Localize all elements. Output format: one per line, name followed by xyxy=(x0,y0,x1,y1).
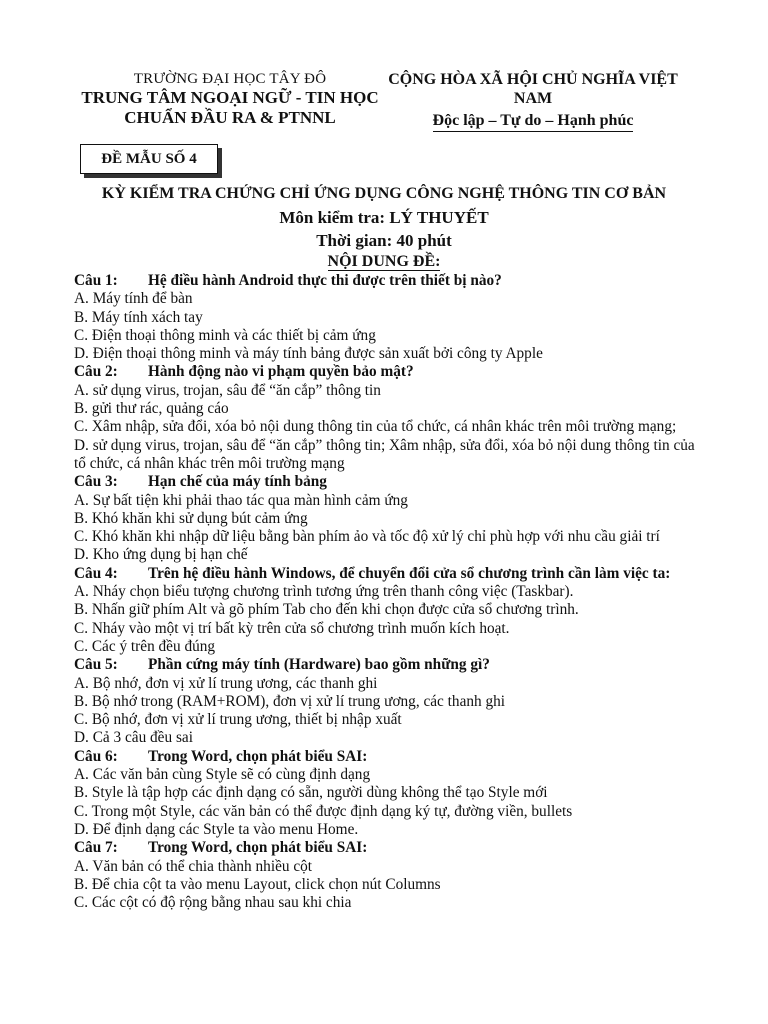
question-heading xyxy=(74,272,704,290)
answer-option: B. Để chia cột ta vào menu Layout, click chọn nút Columns xyxy=(74,875,441,893)
answer-option: D. Để định dạng các Style ta vào menu Home. xyxy=(74,820,359,838)
question-heading xyxy=(74,748,704,766)
question-number: Câu 7: xyxy=(74,839,118,857)
question-block xyxy=(74,748,704,839)
answer-option: B. Style là tập hợp các định dạng có sẵn, người dùng không thể tạo Style mới xyxy=(74,784,548,802)
question-text: Phần cứng máy tính (Hardware) bao gồm những gì? xyxy=(148,656,490,674)
question-heading xyxy=(74,565,704,583)
university-name: TRƯỜNG ĐẠI HỌC TÂY ĐÔ xyxy=(133,71,327,87)
question-number: Câu 4: xyxy=(74,564,118,582)
answer-option: A. Văn bản có thể chia thành nhiều cột xyxy=(74,857,313,875)
question-text: Hành động nào vi phạm quyền bảo mật? xyxy=(148,363,414,381)
answer-option: B. Máy tính xách tay xyxy=(74,308,203,326)
answer-option: C. Bộ nhớ, đơn vị xử lí trung ương, thiết bị nhập xuất xyxy=(74,711,402,729)
answer-option: C. Xâm nhập, sửa đổi, xóa bỏ nội dung thông tin của tổ chức, cá nhân khác trên môi trường mạng; xyxy=(74,418,677,436)
question-block xyxy=(74,363,704,473)
question-text: Trong Word, chọn phát biểu SAI: xyxy=(148,747,368,765)
question-text: Trên hệ điều hành Windows, để chuyển đổi cửa sổ chương trình cần làm việc ta: xyxy=(148,564,671,582)
answer-option: C. Các cột có độ rộng bằng nhau sau khi chia xyxy=(74,894,352,912)
answer-option: A. Các văn bản cùng Style sẽ có cùng định dạng xyxy=(74,766,371,784)
question-block xyxy=(74,565,704,656)
department-name: CHUẨN ĐẦU RA & PTNNL xyxy=(124,108,336,127)
question-block xyxy=(74,656,704,747)
national-header xyxy=(368,70,698,132)
question-list xyxy=(74,272,704,912)
country-name: CỘNG HÒA XÃ HỘI CHỦ NGHĨA VIỆT NAM xyxy=(388,71,678,107)
exam-duration: Thời gian: 40 phút xyxy=(316,231,452,250)
answer-option: D. Cả 3 câu đều sai xyxy=(74,729,193,747)
answer-option: D. sử dụng virus, trojan, sâu để “ăn cắp” thông tin; Xâm nhập, sửa đổi, xóa bỏ nội dung thông tin của tổ chức, cá nhân khác trên môi trường mạng xyxy=(74,436,695,472)
answer-option: A. Bộ nhớ, đơn vị xử lí trung ương, các thanh ghi xyxy=(74,674,378,692)
question-number: Câu 2: xyxy=(74,363,118,381)
answer-option: B. gửi thư rác, quảng cáo xyxy=(74,400,229,418)
answer-option: C. Nháy vào một vị trí bất kỳ trên cửa sổ chương trình muốn kích hoạt. xyxy=(74,619,510,637)
question-heading xyxy=(74,656,704,674)
exam-subject: Môn kiểm tra: LÝ THUYẾT xyxy=(279,208,489,227)
question-heading xyxy=(74,839,704,857)
answer-option: A. Nháy chọn biểu tượng chương trình tương ứng trên thanh công việc (Taskbar). xyxy=(74,583,574,601)
question-block xyxy=(74,473,704,564)
question-heading xyxy=(74,473,704,491)
answer-option: B. Khó khăn khi sử dụng bút cảm ứng xyxy=(74,509,308,527)
national-motto: Độc lập – Tự do – Hạnh phúc xyxy=(433,111,634,132)
answer-option: C. Khó khăn khi nhập dữ liệu bằng bàn phím ảo và tốc độ xử lý chỉ phù hợp với nhu cầu giải trí xyxy=(74,528,660,546)
answer-option: D. Kho ứng dụng bị hạn chế xyxy=(74,546,248,564)
answer-option: A. Máy tính để bàn xyxy=(74,290,193,308)
answer-option: B. Bộ nhớ trong (RAM+ROM), đơn vị xử lí trung ương, các thanh ghi xyxy=(74,692,506,710)
center-name: TRUNG TÂM NGOẠI NGỮ - TIN HỌC xyxy=(81,88,379,107)
exam-title: KỲ KIỂM TRA CHỨNG CHỈ ỨNG DỤNG CÔNG NGHỆ THÔNG TIN CƠ BẢN xyxy=(101,185,667,202)
question-number: Câu 3: xyxy=(74,473,118,491)
answer-option: C. Trong một Style, các văn bản có thể được định dạng ký tự, đường viền, bullets xyxy=(74,802,573,820)
question-text: Trong Word, chọn phát biểu SAI: xyxy=(148,839,368,857)
question-block xyxy=(74,272,704,363)
question-text: Hạn chế của máy tính bảng xyxy=(148,473,327,491)
institution-header xyxy=(70,70,390,128)
question-block xyxy=(74,839,704,912)
question-text: Hệ điều hành Android thực thi được trên thiết bị nào? xyxy=(148,272,502,289)
content-heading: NỘI DUNG ĐỀ: xyxy=(327,253,441,270)
answer-option: C. Các ý trên đều đúng xyxy=(74,637,216,655)
answer-option: D. Điện thoại thông minh và máy tính bảng được sản xuất bởi công ty Apple xyxy=(74,345,543,363)
sample-exam-label: ĐỀ MẪU SỐ 4 xyxy=(80,144,218,174)
answer-option: A. Sự bất tiện khi phải thao tác qua màn hình cảm ứng xyxy=(74,491,408,509)
answer-option: A. sử dụng virus, trojan, sâu để “ăn cắp” thông tin xyxy=(74,381,381,399)
question-number: Câu 5: xyxy=(74,656,118,674)
answer-option: B. Nhấn giữ phím Alt và gõ phím Tab cho đến khi chọn được cửa sổ chương trình. xyxy=(74,601,579,619)
question-number: Câu 1: xyxy=(74,272,118,289)
question-heading xyxy=(74,363,704,381)
content-heading-wrap xyxy=(0,253,768,271)
question-number: Câu 6: xyxy=(74,747,118,765)
answer-option: C. Điện thoại thông minh và các thiết bị cảm ứng xyxy=(74,326,376,344)
